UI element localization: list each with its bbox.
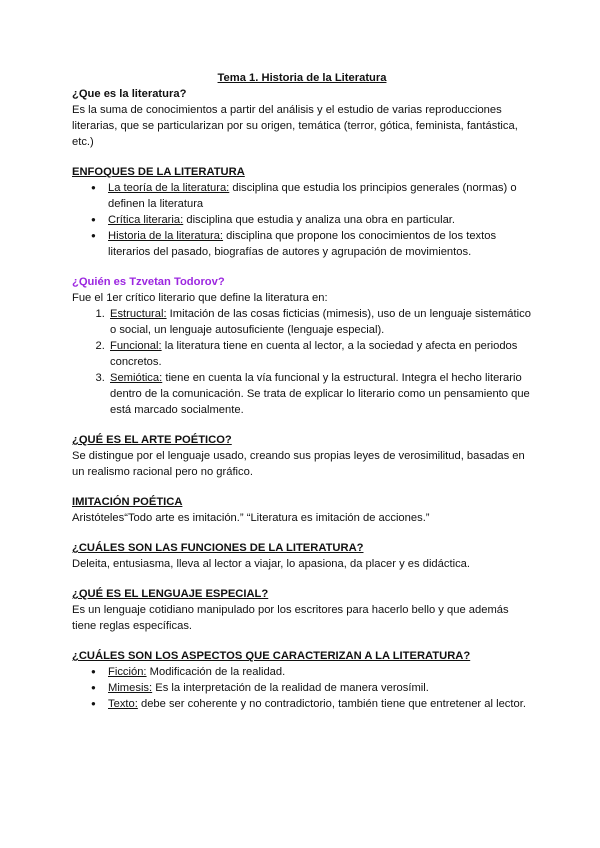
list-item xyxy=(108,212,532,228)
paragraph-que-es-literatura: Es la suma de conocimientos a partir del análisis y el estudio de varias reproducciones literarias, que se particularizan por su origen, temática (terror, gótica, feminista, fantástica, etc.) xyxy=(72,104,518,148)
heading-lenguaje-especial: ¿QUÉ ES EL LENGUAJE ESPECIAL? xyxy=(72,588,269,600)
term-description: tiene en cuenta la vía funcional y la estructural. Integra el hecho literario dentro de la comunicación. Se trata de explicar lo literario como un pensamiento que está marcado socialmente. xyxy=(110,372,530,416)
term-label: Estructural: xyxy=(110,308,167,320)
term-label: Historia de la literatura: xyxy=(108,230,224,242)
enfoques-list xyxy=(72,180,532,260)
list-item xyxy=(108,696,532,712)
heading-imitacion-poetica: IMITACIÓN POÉTICA xyxy=(72,496,183,508)
term-label: Ficción: xyxy=(108,666,147,678)
term-description: disciplina que propone los conocimientos de los textos literarios del pasado, biografías de autores y agrupación de movimientos. xyxy=(108,230,497,258)
term-description: Es la interpretación de la realidad de manera verosímil. xyxy=(152,682,429,694)
list-item xyxy=(108,664,532,680)
paragraph-imitacion-poetica: Aristóteles“Todo arte es imitación.” “Literatura es imitación de acciones.” xyxy=(72,512,430,524)
heading-todorov: ¿Quién es Tzvetan Todorov? xyxy=(72,276,225,288)
term-description: debe ser coherente y no contradictorio, también tiene que entretener al lector. xyxy=(137,698,526,710)
heading-que-es-literatura: ¿Que es la literatura? xyxy=(72,88,187,100)
list-item xyxy=(108,370,532,418)
list-item xyxy=(108,306,532,338)
heading-enfoques: ENFOQUES DE LA LITERATURA xyxy=(72,166,245,178)
term-label: Mimesis: xyxy=(108,682,153,694)
heading-arte-poetico: ¿QUÉ ES EL ARTE POÉTICO? xyxy=(72,434,232,446)
list-item xyxy=(108,338,532,370)
term-description: Imitación de las cosas ficticias (mimesis), uso de un lenguaje sistemático o social, un lenguaje autosuficiente (lenguaje especial). xyxy=(110,308,531,336)
term-label: Crítica literaria: xyxy=(108,214,184,226)
term-label: La teoría de la literatura: xyxy=(108,182,230,194)
heading-aspectos: ¿CUÁLES SON LOS ASPECTOS QUE CARACTERIZAN A LA LITERATURA? xyxy=(72,650,471,662)
term-description: disciplina que estudia los principios generales (normas) o definen la literatura xyxy=(108,182,517,210)
paragraph-funciones: Deleita, entusiasma, lleva al lector a viajar, lo apasiona, da placer y es didáctica. xyxy=(72,558,470,570)
document-page xyxy=(72,70,532,712)
term-description: Modificación de la realidad. xyxy=(146,666,286,678)
aspectos-list xyxy=(72,664,532,712)
todorov-list xyxy=(72,306,532,418)
paragraph-arte-poetico: Se distingue por el lenguaje usado, creando sus propias leyes de verosimilitud, basadas en un realismo racional pero no gráfico. xyxy=(72,450,525,478)
heading-funciones: ¿CUÁLES SON LAS FUNCIONES DE LA LITERATURA? xyxy=(72,542,364,554)
list-item xyxy=(108,228,532,260)
list-item xyxy=(108,180,532,212)
term-label: Texto: xyxy=(108,698,138,710)
term-description: disciplina que estudia y analiza una obra en particular. xyxy=(183,214,456,226)
term-description: la literatura tiene en cuenta al lector, a la sociedad y afecta en periodos concretos. xyxy=(110,340,518,368)
paragraph-todorov-intro: Fue el 1er crítico literario que define la literatura en: xyxy=(72,292,328,304)
list-item xyxy=(108,680,532,696)
term-label: Funcional: xyxy=(110,340,162,352)
page-title: Tema 1. Historia de la Literatura xyxy=(217,72,387,84)
paragraph-lenguaje-especial: Es un lenguaje cotidiano manipulado por los escritores para hacerlo bello y que además tiene reglas específicas. xyxy=(72,604,509,632)
term-label: Semiótica: xyxy=(110,372,163,384)
